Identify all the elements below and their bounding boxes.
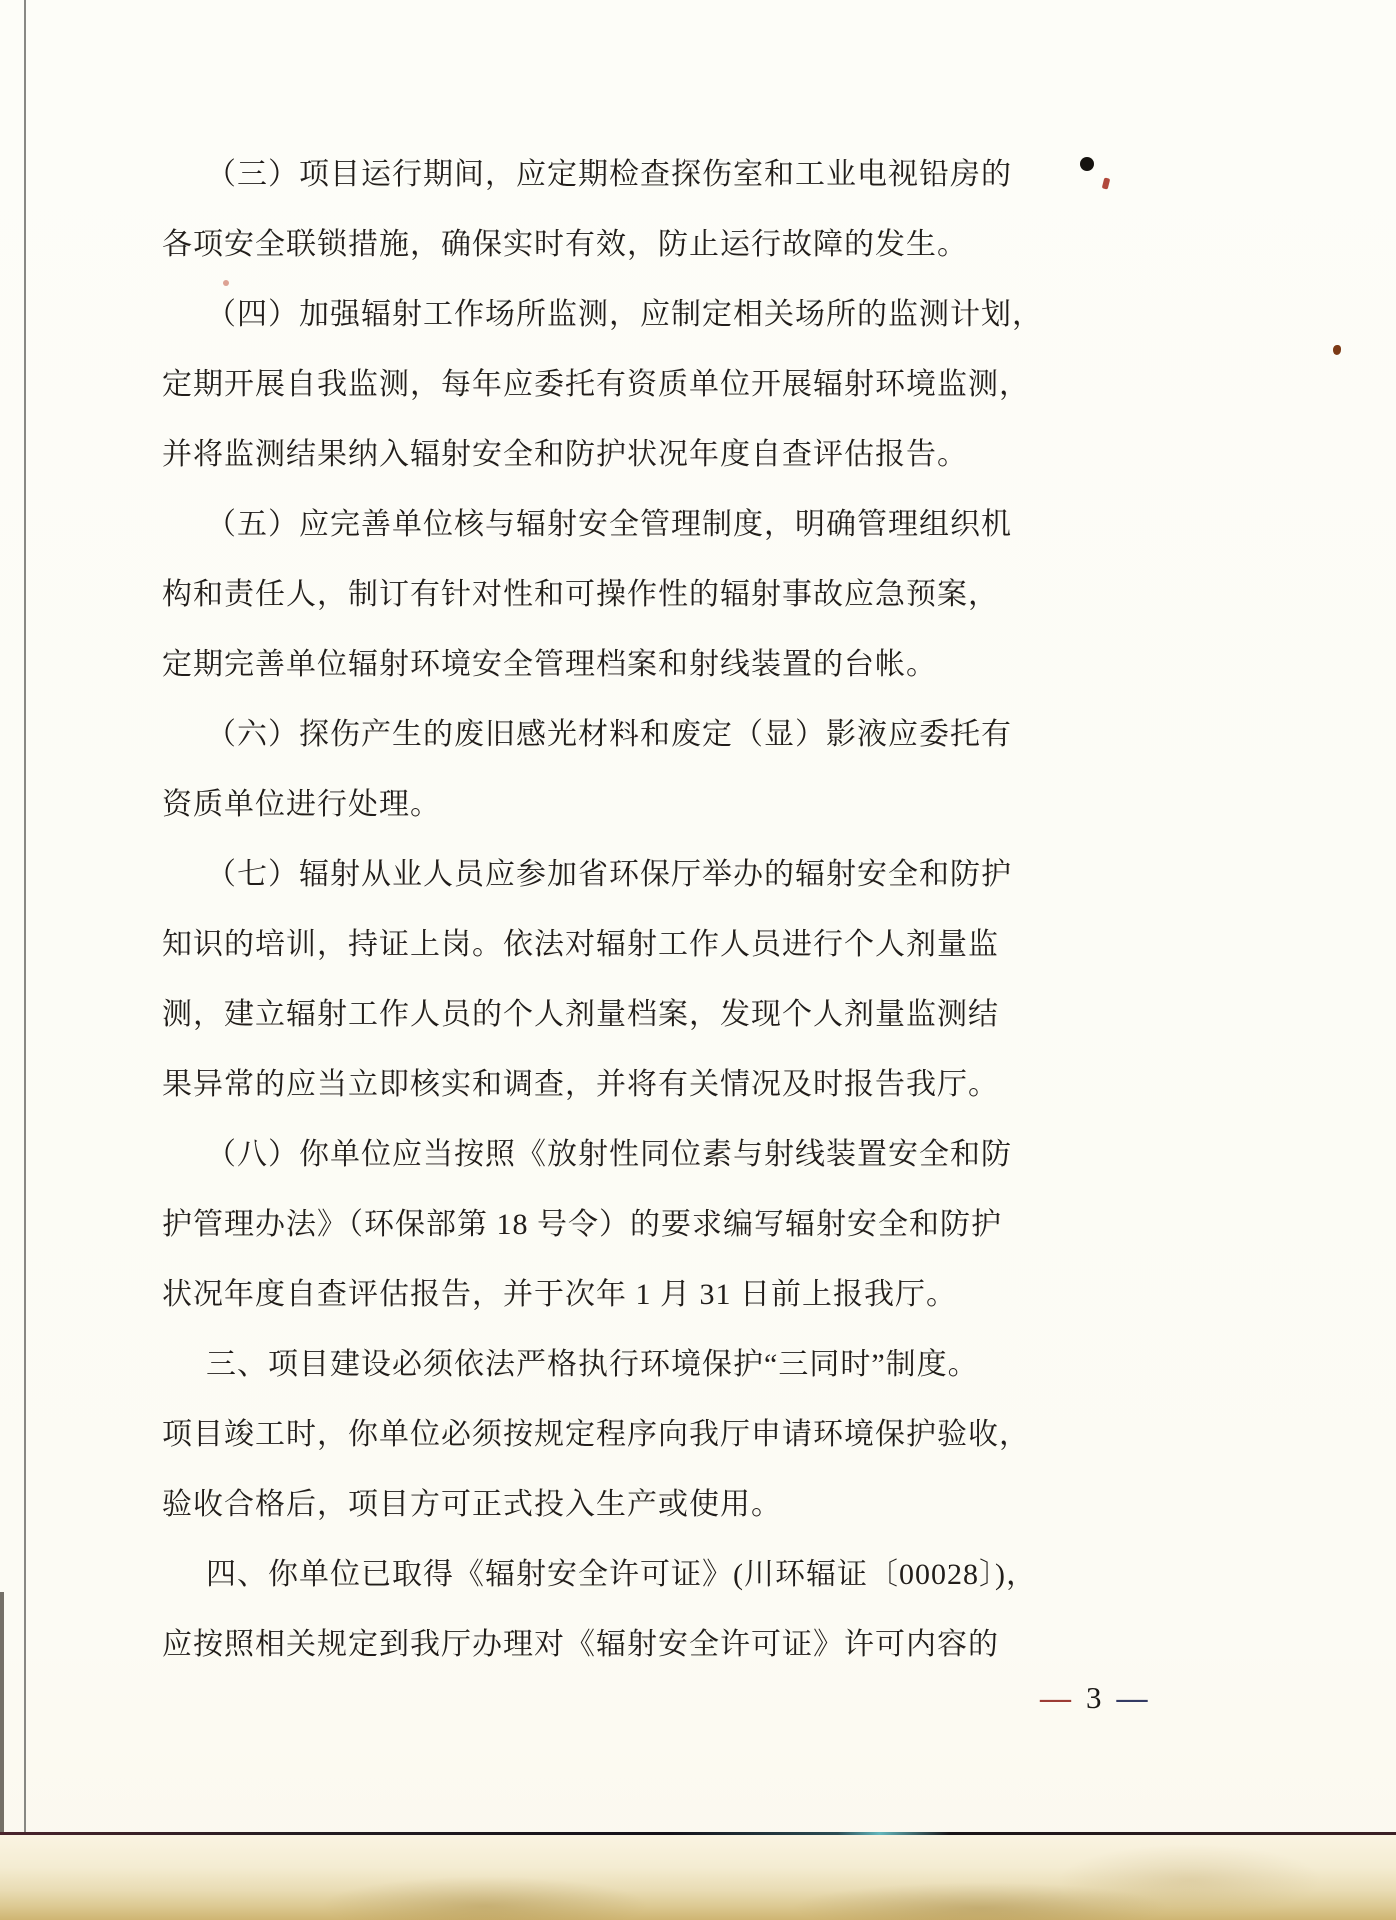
text-line: 资质单位进行处理。 (162, 788, 441, 821)
red-speck-artifact (1102, 177, 1110, 189)
text-line: （八）你单位应当按照《放射性同位素与射线装置安全和防 (206, 1138, 1012, 1171)
scan-strip-blotch (1060, 1845, 1320, 1915)
text-line: （三）项目运行期间，应定期检查探伤室和工业电视铅房的 (206, 158, 1012, 191)
text-line: 定期完善单位辐射环境安全管理档案和射线装置的台帐。 (162, 648, 937, 681)
scan-strip-blotch (320, 1876, 650, 1920)
text-line: 项目竣工时，你单位必须按规定程序向我厅申请环境保护验收， (162, 1418, 1030, 1451)
page-number-dash: — (1116, 1680, 1148, 1715)
ink-dot-artifact (1080, 157, 1094, 171)
text-line: 测，建立辐射工作人员的个人剂量档案，发现个人剂量监测结 (162, 998, 999, 1031)
text-line: 构和责任人，制订有针对性和可操作性的辐射事故应急预案， (162, 578, 999, 611)
scanner-left-edge-sliver (0, 1592, 4, 1848)
text-line: 应按照相关规定到我厅办理对《辐射安全许可证》许可内容的 (162, 1628, 999, 1661)
document-text-body (162, 140, 1043, 1680)
page-number-dash: — (1040, 1680, 1071, 1715)
text-line: （六）探伤产生的废旧感光材料和废定（显）影液应委托有 (206, 718, 1012, 751)
text-line: 定期开展自我监测，每年应委托有资质单位开展辐射环境监测， (162, 368, 1030, 401)
text-line: 护管理办法》（环保部第 18 号令）的要求编写辐射安全和防护 (162, 1208, 1002, 1241)
text-line: 果异常的应当立即核实和调查，并将有关情况及时报告我厅。 (162, 1068, 999, 1101)
text-line: 各项安全联锁措施，确保实时有效，防止运行故障的发生。 (162, 228, 968, 261)
text-line: 状况年度自查评估报告，并于次年 1 月 31 日前上报我厅。 (162, 1278, 957, 1311)
brown-speck-artifact (1333, 345, 1341, 355)
text-line: 验收合格后，项目方可正式投入生产或使用。 (162, 1488, 782, 1521)
text-line: （四）加强辐射工作场所监测，应制定相关场所的监测计划， (206, 298, 1043, 331)
text-line: 三、项目建设必须依法严格执行环境保护“三同时”制度。 (206, 1348, 979, 1381)
scanner-left-edge-line (24, 0, 26, 1834)
text-line: 知识的培训，持证上岗。依法对辐射工作人员进行个人剂量监 (162, 928, 999, 961)
text-line: （七）辐射从业人员应参加省环保厅举办的辐射安全和防护 (206, 858, 1012, 891)
text-line: 四、你单位已取得《辐射安全许可证》(川环辐证〔00028〕)， (206, 1558, 1037, 1591)
faint-speck-artifact (223, 280, 229, 286)
text-line: （五）应完善单位核与辐射安全管理制度，明确管理组织机 (206, 508, 1012, 541)
text-line: 并将监测结果纳入辐射安全和防护状况年度自查评估报告。 (162, 438, 968, 471)
page-number (1040, 1678, 1148, 1718)
page-number-value: 3 (1086, 1680, 1102, 1715)
